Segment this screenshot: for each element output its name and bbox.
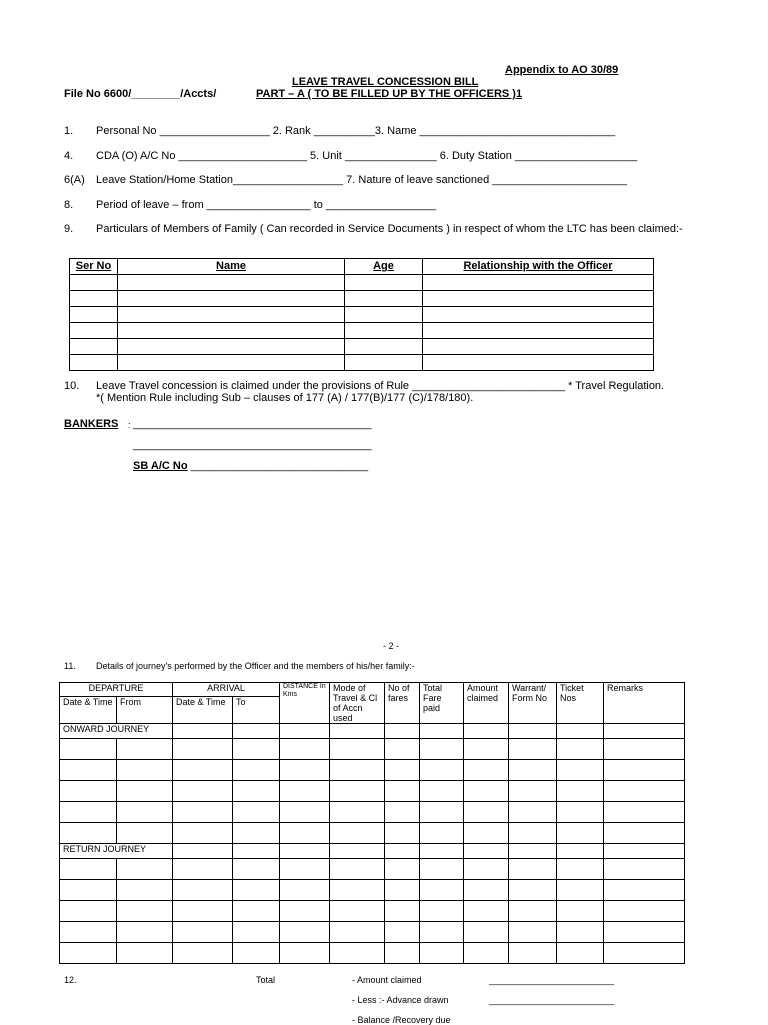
table-row xyxy=(70,307,654,323)
item-number: 1. xyxy=(64,125,74,137)
file-number: File No 6600/________/Accts/ xyxy=(64,88,217,100)
table-row xyxy=(60,823,685,844)
page-number: - 2 - xyxy=(383,641,400,651)
dep-from-header: From xyxy=(117,697,173,724)
bankers-line-2[interactable]: _______________________________________ xyxy=(133,439,372,451)
table-row xyxy=(60,760,685,781)
item-number: 8. xyxy=(64,199,74,211)
sb-account-line[interactable]: _____________________________ xyxy=(187,460,369,472)
mode-header: Mode of Travel & Cl of Accn used xyxy=(330,683,385,724)
table-row xyxy=(60,922,685,943)
journey-table xyxy=(59,682,685,964)
table-header-row xyxy=(60,683,685,697)
dep-date-header: Date & Time xyxy=(60,697,117,724)
item-number: 10. xyxy=(64,380,80,392)
return-journey-row xyxy=(60,844,685,859)
onward-journey-row xyxy=(60,724,685,739)
remarks-header: Remarks xyxy=(604,683,685,724)
table-row xyxy=(60,781,685,802)
advance-drawn-line[interactable]: _________________________ xyxy=(489,995,615,1005)
col-relationship: Relationship with the Officer xyxy=(423,259,654,275)
total-label: Total xyxy=(256,975,276,985)
table-row xyxy=(70,339,654,355)
item-number: 6(A) xyxy=(64,174,85,186)
return-journey-label: RETURN JOURNEY xyxy=(60,844,173,859)
table-row xyxy=(70,355,654,371)
leave-period-line[interactable]: Period of leave – from _________________ to __________________ xyxy=(96,199,437,211)
item-number: 11. xyxy=(64,661,76,671)
table-header-row xyxy=(70,259,654,275)
rule-note: *( Mention Rule including Sub – clauses of 177 (A) / 177(B)/177 (C)/178/180). xyxy=(96,392,474,404)
amount-claimed-header: Amount claimed xyxy=(464,683,509,724)
sb-account-label: SB A/C No xyxy=(133,460,188,472)
col-ser-no: Ser No xyxy=(70,259,118,275)
part-a-heading: PART – A ( TO BE FILLED UP BY THE OFFICERS )1 xyxy=(256,88,523,100)
document-title: LEAVE TRAVEL CONCESSION BILL xyxy=(292,76,479,88)
ticket-header: Ticket Nos xyxy=(557,683,604,724)
item-number: 9. xyxy=(64,223,74,235)
table-row xyxy=(60,739,685,760)
table-row xyxy=(60,880,685,901)
bankers-line-1[interactable]: _______________________________________ xyxy=(133,418,372,430)
amount-claimed-label: - Amount claimed xyxy=(352,975,422,985)
table-row xyxy=(60,859,685,880)
table-row xyxy=(60,802,685,823)
sb-account[interactable] xyxy=(133,460,368,472)
total-fare-header: Total Fare paid xyxy=(420,683,464,724)
cda-unit-line[interactable]: CDA (O) A/C No _____________________ 5. Unit _______________ 6. Duty Station ____________________ xyxy=(96,150,638,162)
balance-recovery-label: - Balance /Recovery due xyxy=(352,1015,451,1025)
leave-station-line[interactable]: Leave Station/Home Station__________________ 7. Nature of leave sanctioned ______________________ xyxy=(96,174,627,186)
arrival-header: ARRIVAL xyxy=(173,683,280,697)
col-name: Name xyxy=(118,259,345,275)
family-particulars-text: Particulars of Members of Family ( Can recorded in Service Documents ) in respect of whom the LTC has been claimed:- xyxy=(96,223,683,235)
departure-header: DEPARTURE xyxy=(60,683,173,697)
rule-claim-line[interactable]: Leave Travel concession is claimed under the provisions of Rule _________________________ * Travel Regulation. xyxy=(96,380,665,392)
col-age: Age xyxy=(345,259,423,275)
item-number: 12. xyxy=(64,975,77,985)
bankers-colon: : xyxy=(128,420,131,430)
appendix-reference: Appendix to AO 30/89 xyxy=(505,64,619,76)
advance-drawn-label: - Less :- Advance drawn xyxy=(352,995,449,1005)
table-row xyxy=(60,943,685,964)
table-row xyxy=(70,291,654,307)
amount-claimed-line[interactable]: _________________________ xyxy=(489,975,615,985)
arr-to-header: To xyxy=(233,697,280,724)
journey-details-text: Details of journey's performed by the Officer and the members of his/her family:- xyxy=(96,661,415,671)
item-number: 4. xyxy=(64,150,74,162)
distance-header: DISTANCE In Kms xyxy=(280,683,330,724)
table-row xyxy=(70,323,654,339)
warrant-header: Warrant/ Form No xyxy=(509,683,557,724)
bankers-label: BANKERS xyxy=(64,418,119,430)
no-fares-header: No of fares xyxy=(385,683,420,724)
personal-details-line[interactable]: Personal No __________________ 2. Rank __________3. Name ________________________________ xyxy=(96,125,616,137)
family-table xyxy=(69,258,654,371)
onward-journey-label: ONWARD JOURNEY xyxy=(60,724,173,739)
table-row xyxy=(60,901,685,922)
arr-date-header: Date & Time xyxy=(173,697,233,724)
table-row xyxy=(70,275,654,291)
